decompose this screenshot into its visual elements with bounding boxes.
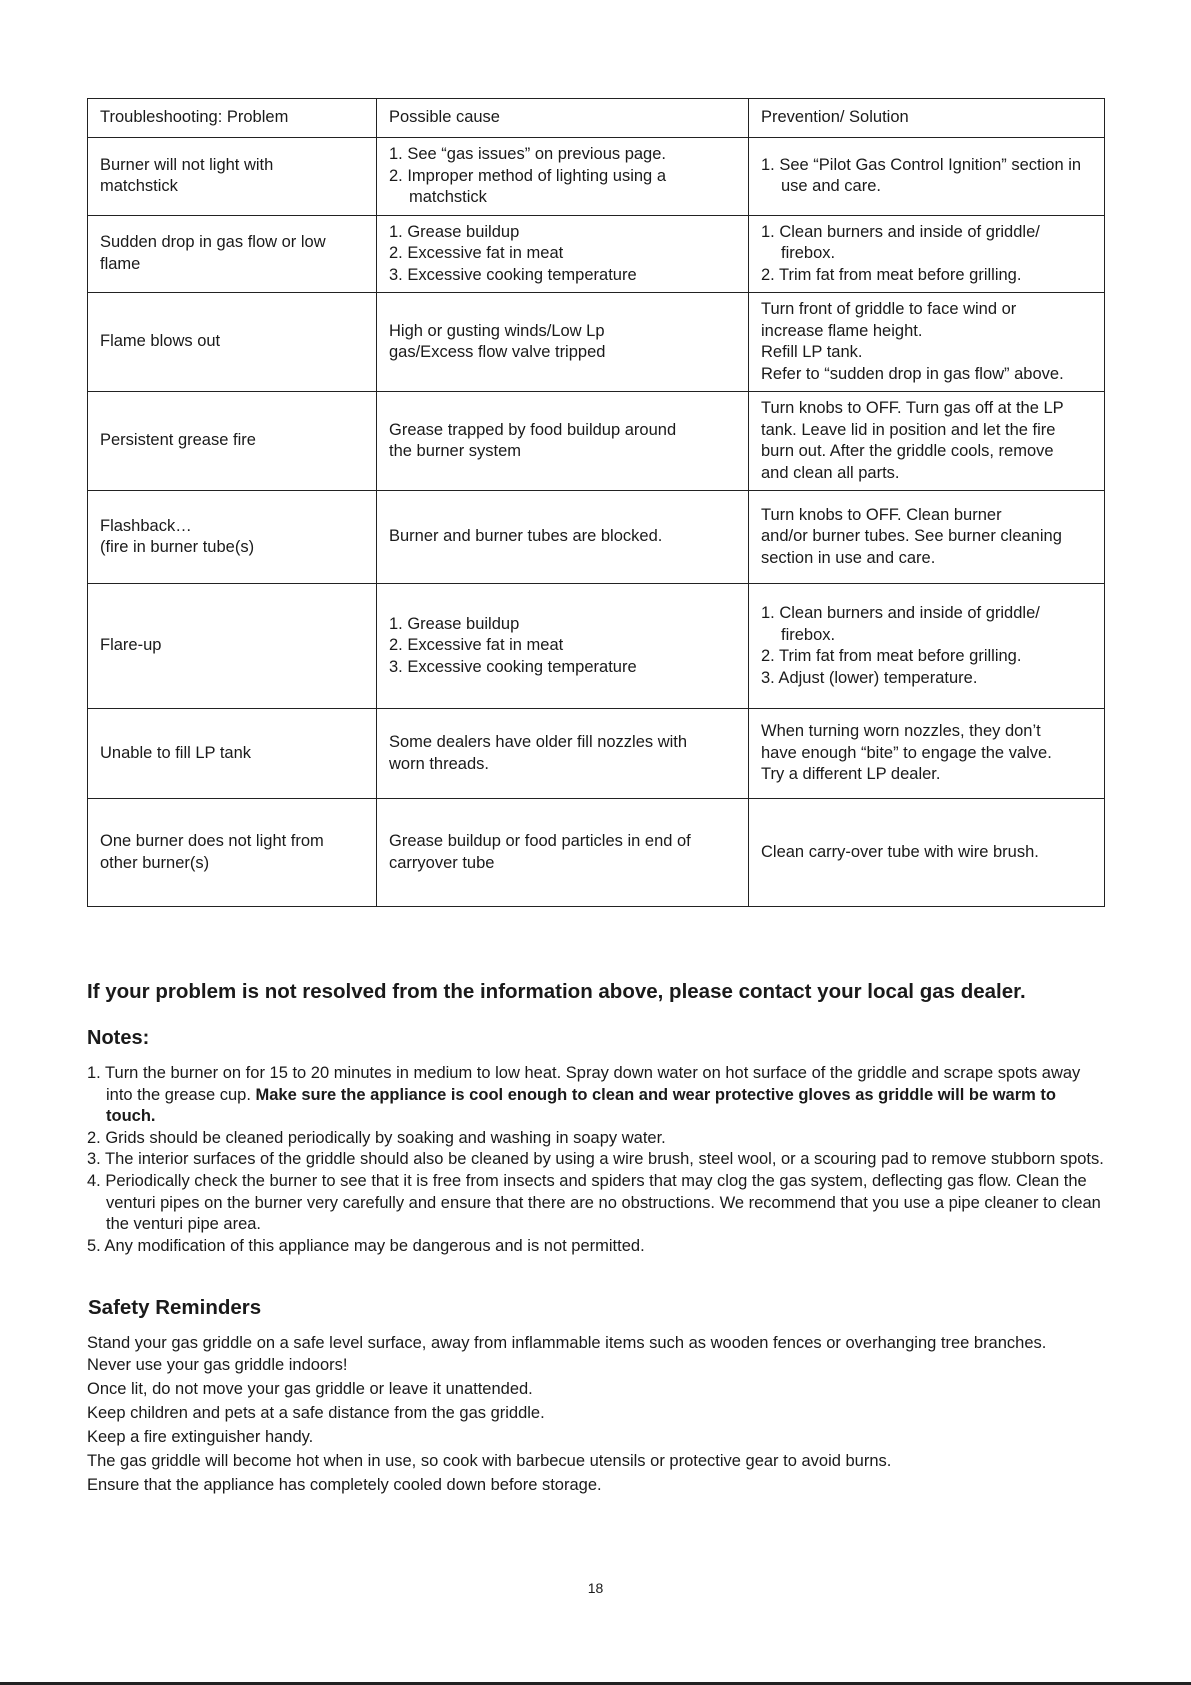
solution-line: Try a different LP dealer. xyxy=(761,765,941,784)
solution-line: Clean carry-over tube with wire brush. xyxy=(761,842,1039,861)
contact-dealer-line: If your problem is not resolved from the information above, please contact your local gas dealer. xyxy=(87,980,1026,1003)
cause-line: 2. Improper method of lighting using a matchstick xyxy=(389,166,666,206)
solution-line: Refill LP tank. xyxy=(761,343,863,361)
solution-line: section in use and care. xyxy=(761,548,936,567)
safety-paragraph: Once lit, do not move your gas griddle or leave it unattended. xyxy=(87,1379,533,1398)
cell-cause xyxy=(377,138,749,216)
header-solution: Prevention/ Solution xyxy=(749,99,1105,138)
note-text: 3. The interior surfaces of the griddle should also be cleaned by using a wire brush, steel wool, or a scouring pad to remove stubborn spots. xyxy=(87,1150,1104,1169)
solution-line: When turning worn nozzles, they don’t xyxy=(761,722,1041,741)
table-row xyxy=(88,138,1105,216)
table-row xyxy=(88,293,1105,392)
safety-paragraph: Ensure that the appliance has completely cooled down before storage. xyxy=(87,1476,602,1495)
cell-cause xyxy=(377,215,749,293)
table-row xyxy=(88,392,1105,491)
cell-problem xyxy=(88,799,377,907)
safety-paragraph: The gas griddle will become hot when in use, so cook with barbecue utensils or protective gear to avoid burns. xyxy=(87,1451,892,1470)
solution-line: increase flame height. xyxy=(761,321,923,340)
solution-line: 1. Clean burners and inside of griddle/ firebox. xyxy=(761,222,1040,262)
note-item xyxy=(87,1236,1107,1258)
safety-paragraph: Keep a fire extinguisher handy. xyxy=(87,1427,314,1446)
safety-reminders-title: Safety Reminders xyxy=(88,1296,262,1319)
cell-solution xyxy=(749,138,1105,216)
solution-line: Turn knobs to OFF. Turn gas off at the LP xyxy=(761,399,1064,417)
cause-line: the burner system xyxy=(389,442,522,460)
cell-solution xyxy=(749,709,1105,799)
note-item xyxy=(87,1171,1107,1236)
cause-line: 2. Excessive fat in meat xyxy=(389,244,564,262)
cell-cause xyxy=(377,293,749,392)
solution-line: 1. Clean burners and inside of griddle/ firebox. xyxy=(761,604,1040,644)
problem-line: flame xyxy=(100,254,141,273)
header-cause: Possible cause xyxy=(377,99,749,138)
cell-problem xyxy=(88,584,377,709)
cause-line: Burner and burner tubes are blocked. xyxy=(389,527,663,546)
cell-solution xyxy=(749,293,1105,392)
cell-cause xyxy=(377,584,749,709)
cause-line: 3. Excessive cooking temperature xyxy=(389,265,637,284)
cause-line: Some dealers have older fill nozzles with xyxy=(389,733,688,751)
note-text: 5. Any modification of this appliance may be dangerous and is not permitted. xyxy=(87,1236,645,1255)
solution-line: tank. Leave lid in position and let the fire xyxy=(761,420,1056,439)
cell-solution xyxy=(749,215,1105,293)
cell-problem xyxy=(88,392,377,491)
solution-line: 2. Trim fat from meat before grilling. xyxy=(761,647,1022,665)
problem-line: Burner will not light with xyxy=(100,155,274,174)
table-row xyxy=(88,709,1105,799)
cause-line: worn threads. xyxy=(389,754,489,773)
note-text: 2. Grids should be cleaned periodically by soaking and washing in soapy water. xyxy=(87,1128,666,1147)
cause-line: 1. Grease buildup xyxy=(389,222,520,241)
problem-line: Flare-up xyxy=(100,636,162,655)
problem-line: Sudden drop in gas flow or low xyxy=(100,233,326,252)
cause-line: 2. Excessive fat in meat xyxy=(389,636,564,655)
solution-line: and/or burner tubes. See burner cleaning xyxy=(761,527,1062,546)
cell-problem xyxy=(88,215,377,293)
note-item xyxy=(87,1128,1107,1150)
solution-line: Turn knobs to OFF. Clean burner xyxy=(761,505,1002,524)
cause-line: carryover tube xyxy=(389,853,495,872)
solution-line: Refer to “sudden drop in gas flow” above. xyxy=(761,364,1064,383)
header-problem: Troubleshooting: Problem xyxy=(88,99,377,138)
cause-line: Grease trapped by food buildup around xyxy=(389,420,677,439)
cell-cause xyxy=(377,491,749,584)
cause-line: gas/Excess flow valve tripped xyxy=(389,343,606,361)
cell-problem xyxy=(88,293,377,392)
solution-line: and clean all parts. xyxy=(761,463,900,482)
notes-title: Notes: xyxy=(87,1027,150,1049)
problem-line: Flame blows out xyxy=(100,332,221,351)
problem-line: Flashback… xyxy=(100,516,192,535)
notes-list xyxy=(87,1063,1107,1257)
cell-cause xyxy=(377,709,749,799)
troubleshooting-table xyxy=(87,98,1105,907)
cell-solution xyxy=(749,491,1105,584)
solution-line: 3. Adjust (lower) temperature. xyxy=(761,668,978,687)
cell-cause xyxy=(377,392,749,491)
table-row xyxy=(88,799,1105,907)
problem-line: Persistent grease fire xyxy=(100,431,256,450)
problem-line: (fire in burner tube(s) xyxy=(100,538,255,556)
problem-line: One burner does not light from xyxy=(100,832,324,850)
cause-line: High or gusting winds/Low Lp xyxy=(389,321,605,340)
cell-solution xyxy=(749,392,1105,491)
table-row xyxy=(88,584,1105,709)
solution-line: have enough “bite” to engage the valve. xyxy=(761,743,1052,762)
safety-paragraph: Stand your gas griddle on a safe level surface, away from inflammable items such as wooden fences or overhanging tree branches. Never use your gas griddle indoors! xyxy=(87,1334,1047,1374)
problem-line: matchstick xyxy=(100,177,178,196)
solution-line: 1. See “Pilot Gas Control Ignition” section in use and care. xyxy=(761,155,1082,196)
solution-line: Turn front of griddle to face wind or xyxy=(761,300,1017,318)
note-item xyxy=(87,1063,1107,1128)
note-warning-text: Make sure the appliance is cool enough to clean and wear protective gloves as griddle will be warm to touch. xyxy=(106,1085,1056,1126)
cause-line: 3. Excessive cooking temperature xyxy=(389,657,637,676)
cause-line: 1. See “gas issues” on previous page. xyxy=(389,145,666,163)
cause-line: Grease buildup or food particles in end of xyxy=(389,832,691,850)
solution-line: 2. Trim fat from meat before grilling. xyxy=(761,265,1022,284)
cell-problem xyxy=(88,138,377,216)
note-item xyxy=(87,1149,1107,1171)
note-text: 4. Periodically check the burner to see that it is free from insects and spiders that may clog the gas system, deflecting gas flow. Clean the venturi pipes on the burner very carefully and ensure that there are no obstructions. We recommend that you use a pipe cleaner to clean the venturi pipe area. xyxy=(87,1171,1101,1234)
troubleshooting-table-body xyxy=(88,138,1105,907)
cell-problem xyxy=(88,491,377,584)
cause-line: 1. Grease buildup xyxy=(389,614,520,633)
safety-reminders xyxy=(87,1333,1087,1499)
cell-solution xyxy=(749,584,1105,709)
cell-problem xyxy=(88,709,377,799)
solution-line: burn out. After the griddle cools, remove xyxy=(761,442,1054,460)
cell-cause xyxy=(377,799,749,907)
table-row xyxy=(88,491,1105,584)
table-header-row xyxy=(88,99,1105,138)
problem-line: Unable to fill LP tank xyxy=(100,743,252,762)
safety-paragraph: Keep children and pets at a safe distance from the gas griddle. xyxy=(87,1403,545,1422)
cell-solution xyxy=(749,799,1105,907)
note-text: 1. Turn the burner on for 15 to 20 minutes in medium to low heat. Spray down water on hot surface of the griddle and scrape spots away into the grease cup. xyxy=(87,1064,1081,1104)
page-number: 18 xyxy=(587,1580,604,1596)
table-row xyxy=(88,215,1105,293)
problem-line: other burner(s) xyxy=(100,853,210,872)
